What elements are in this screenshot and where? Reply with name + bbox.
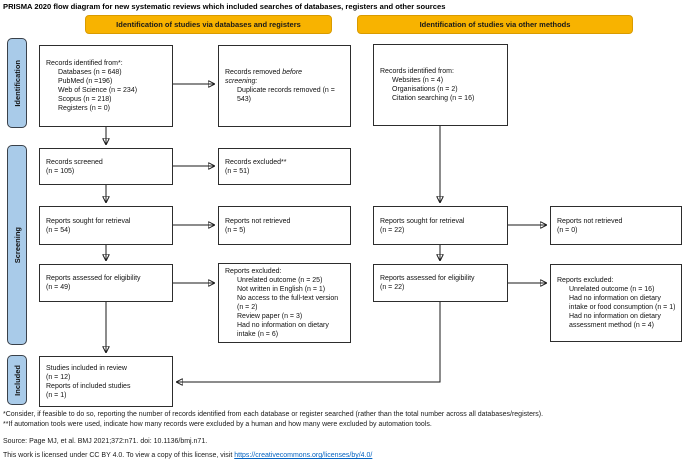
box-item: Organisations (n = 2): [392, 86, 458, 93]
box-title: [225, 68, 336, 86]
header-databases-registers: Identification of studies via databases and registers: [85, 15, 332, 34]
box-line: Reports sought for retrieval: [46, 217, 131, 225]
box-line: Reports assessed for eligibility: [380, 275, 475, 282]
box-reports-assessed-databases: [39, 264, 173, 302]
box-title: Records identified from:: [380, 68, 454, 75]
source-citation: Source: Page MJ, et al. BMJ 2021;372:n71. doi: 10.1136/bmj.n71.: [3, 438, 208, 445]
box-line: (n = 22): [380, 284, 405, 291]
box-reports-not-retrieved-other: [550, 206, 682, 245]
box-reports-excluded-databases: [218, 263, 351, 343]
box-title: Reports excluded:: [557, 277, 614, 284]
box-item: No access to the full-text version (n = 2): [237, 295, 339, 311]
box-line: Reports not retrieved: [557, 217, 623, 225]
box-records-excluded: [218, 148, 351, 185]
box-item: Scopus (n = 218): [58, 96, 112, 103]
stage-label-screening-text: Screening: [12, 226, 22, 264]
footnote-automation: **If automation tools were used, indicate how many records were excluded by a human and how many were excluded by automation tools.: [3, 421, 432, 428]
box-reports-excluded-other: [550, 264, 682, 342]
box-records-identified-databases: [39, 45, 173, 127]
box-line: (n = 0): [557, 226, 578, 234]
box-reports-assessed-other: [373, 264, 508, 302]
box-line: (n = 5): [225, 226, 246, 234]
box-line: (n = 105): [46, 167, 75, 175]
box-line: Studies included in review: [46, 364, 127, 372]
box-item: Duplicate records removed (n = 543): [237, 87, 335, 103]
license-text: This work is licensed under CC BY 4.0. To view a copy of this license, visit: [3, 452, 235, 459]
box-line: (n = 12): [46, 373, 71, 381]
stage-label-identification: [7, 38, 27, 128]
license-link[interactable]: https://creativecommons.org/licenses/by/4.0/: [234, 452, 373, 459]
box-title: Reports excluded:: [225, 268, 282, 275]
box-line: (n = 22): [380, 226, 405, 234]
footnote-databases: *Consider, if feasible to do so, reporting the number of records identified from each database or register searched (rather than the total number across all databases/registers).: [3, 411, 544, 418]
diagram-title: PRISMA 2020 flow diagram for new systematic reviews which included searches of databases, registers and other sources: [3, 2, 446, 11]
box-line: (n = 54): [46, 226, 71, 234]
stage-label-identification-text: Identification: [12, 59, 22, 107]
box-studies-included: [39, 356, 173, 407]
box-title-text: Records removed: [225, 69, 283, 76]
stage-label-screening: [7, 145, 27, 345]
box-records-identified-other: [373, 44, 508, 126]
box-item: Had no information on dietary assessment method (n = 4): [569, 313, 661, 329]
box-line: Reports not retrieved: [225, 217, 291, 225]
box-item: Not written in English (n = 1): [237, 286, 326, 293]
box-item: Review paper (n = 3): [237, 313, 303, 320]
box-line: (n = 49): [46, 284, 71, 291]
box-item: Had no information on dietary intake or food consumption (n = 1): [569, 295, 676, 311]
box-title: Records identified from*:: [46, 60, 123, 67]
box-item: Registers (n = 0): [58, 105, 110, 112]
box-item: Databases (n = 648): [58, 69, 122, 76]
box-item: Had no information on dietary intake (n = 6): [237, 322, 329, 338]
stage-label-included: [7, 355, 27, 405]
box-records-removed: [218, 45, 351, 127]
box-reports-sought-databases: [39, 206, 173, 245]
box-item: Citation searching (n = 16): [392, 95, 475, 102]
license-line: [3, 452, 372, 459]
header-other-methods: Identification of studies via other methods: [357, 15, 633, 34]
box-line: Reports assessed for eligibility: [46, 275, 141, 282]
box-item: PubMed (n =196): [58, 78, 113, 85]
box-item: Unrelated outcome (n = 16): [569, 286, 655, 293]
box-line: Records excluded**: [225, 158, 287, 166]
box-item: Web of Science (n = 234): [58, 87, 138, 94]
box-item: Unrelated outcome (n = 25): [237, 277, 323, 284]
box-reports-sought-other: [373, 206, 508, 245]
box-title-italic: before screening:: [225, 69, 303, 85]
box-reports-not-retrieved-databases: [218, 206, 351, 245]
box-line: Records screened: [46, 158, 103, 166]
box-line: (n = 51): [225, 167, 250, 175]
stage-label-included-text: Included: [12, 364, 22, 396]
box-line: Reports sought for retrieval: [380, 217, 465, 225]
box-line: Reports of included studies: [46, 382, 131, 390]
box-records-screened: [39, 148, 173, 185]
box-line: (n = 1): [46, 391, 67, 399]
box-item: Websites (n = 4): [392, 77, 444, 84]
